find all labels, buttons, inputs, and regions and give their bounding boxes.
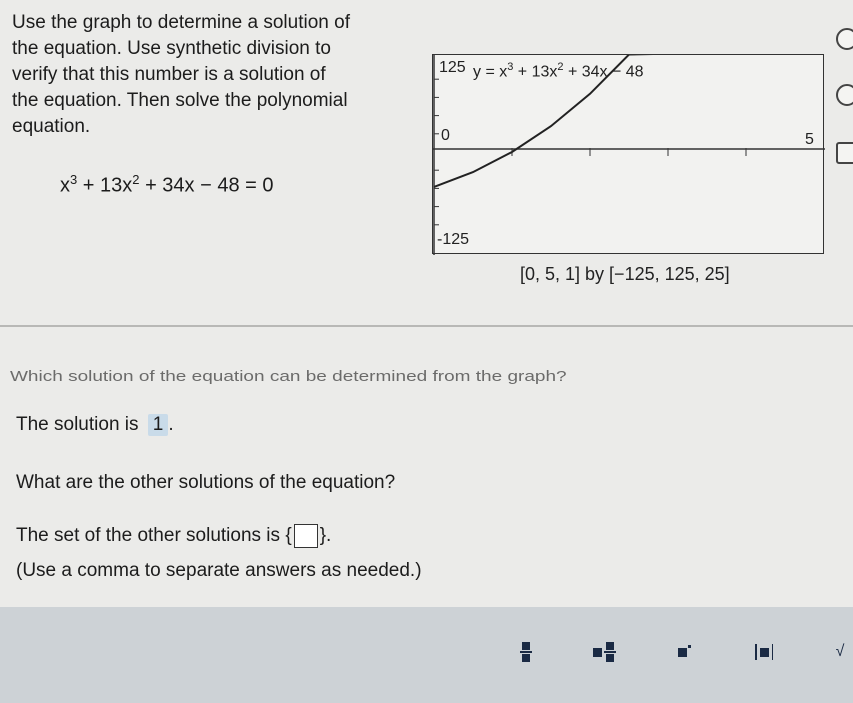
- square-icon[interactable]: [836, 142, 853, 164]
- graph-plot: [433, 55, 825, 255]
- problem-line: the equation. Use synthetic division to: [12, 38, 331, 59]
- polynomial-equation: $x^3 + 13x^2 + 34x - 48 = 0$: [60, 172, 274, 197]
- x-max-label: 5: [805, 131, 814, 148]
- divider: [0, 325, 853, 327]
- problem-statement: [12, 10, 422, 140]
- faded-prompt: Which solution of the equation can be determined from the graph?: [10, 368, 567, 385]
- function-label: $y = x^3 + 13x^2 + 34x - 48$: [473, 61, 644, 81]
- circle-arrow-icon[interactable]: [836, 28, 853, 50]
- math-toolbar: [0, 607, 853, 703]
- set-line: The set of the other solutions is { }.: [16, 525, 332, 547]
- hint-text: (Use a comma to separate answers as needed.): [16, 560, 422, 581]
- square-root-icon[interactable]: √: [835, 643, 845, 660]
- solution-answer-box[interactable]: 1: [148, 414, 169, 436]
- y-max-label: 125: [439, 59, 466, 76]
- problem-line: Use the graph to determine a solution of: [12, 12, 350, 33]
- y-min-label: -125: [437, 231, 470, 248]
- problem-line: the equation. Then solve the polynomial: [12, 90, 348, 111]
- solution-line: The solution is 1 .: [16, 414, 174, 435]
- problem-line: equation.: [12, 116, 91, 137]
- other-solutions-prompt: What are the other solutions of the equation?: [16, 472, 396, 493]
- problem-line: verify that this number is a solution of: [12, 64, 326, 85]
- absolute-value-icon[interactable]: [752, 640, 776, 664]
- mixed-number-icon[interactable]: [592, 640, 616, 664]
- origin-label: 0: [441, 127, 450, 144]
- set-answer-input[interactable]: [294, 524, 318, 548]
- exponent-icon[interactable]: [672, 640, 696, 664]
- circle-icon[interactable]: [836, 84, 853, 106]
- fraction-icon[interactable]: [514, 640, 538, 664]
- graph-window: [432, 54, 824, 254]
- window-caption: [0, 5, 1] by [−125, 125, 25]: [520, 264, 730, 284]
